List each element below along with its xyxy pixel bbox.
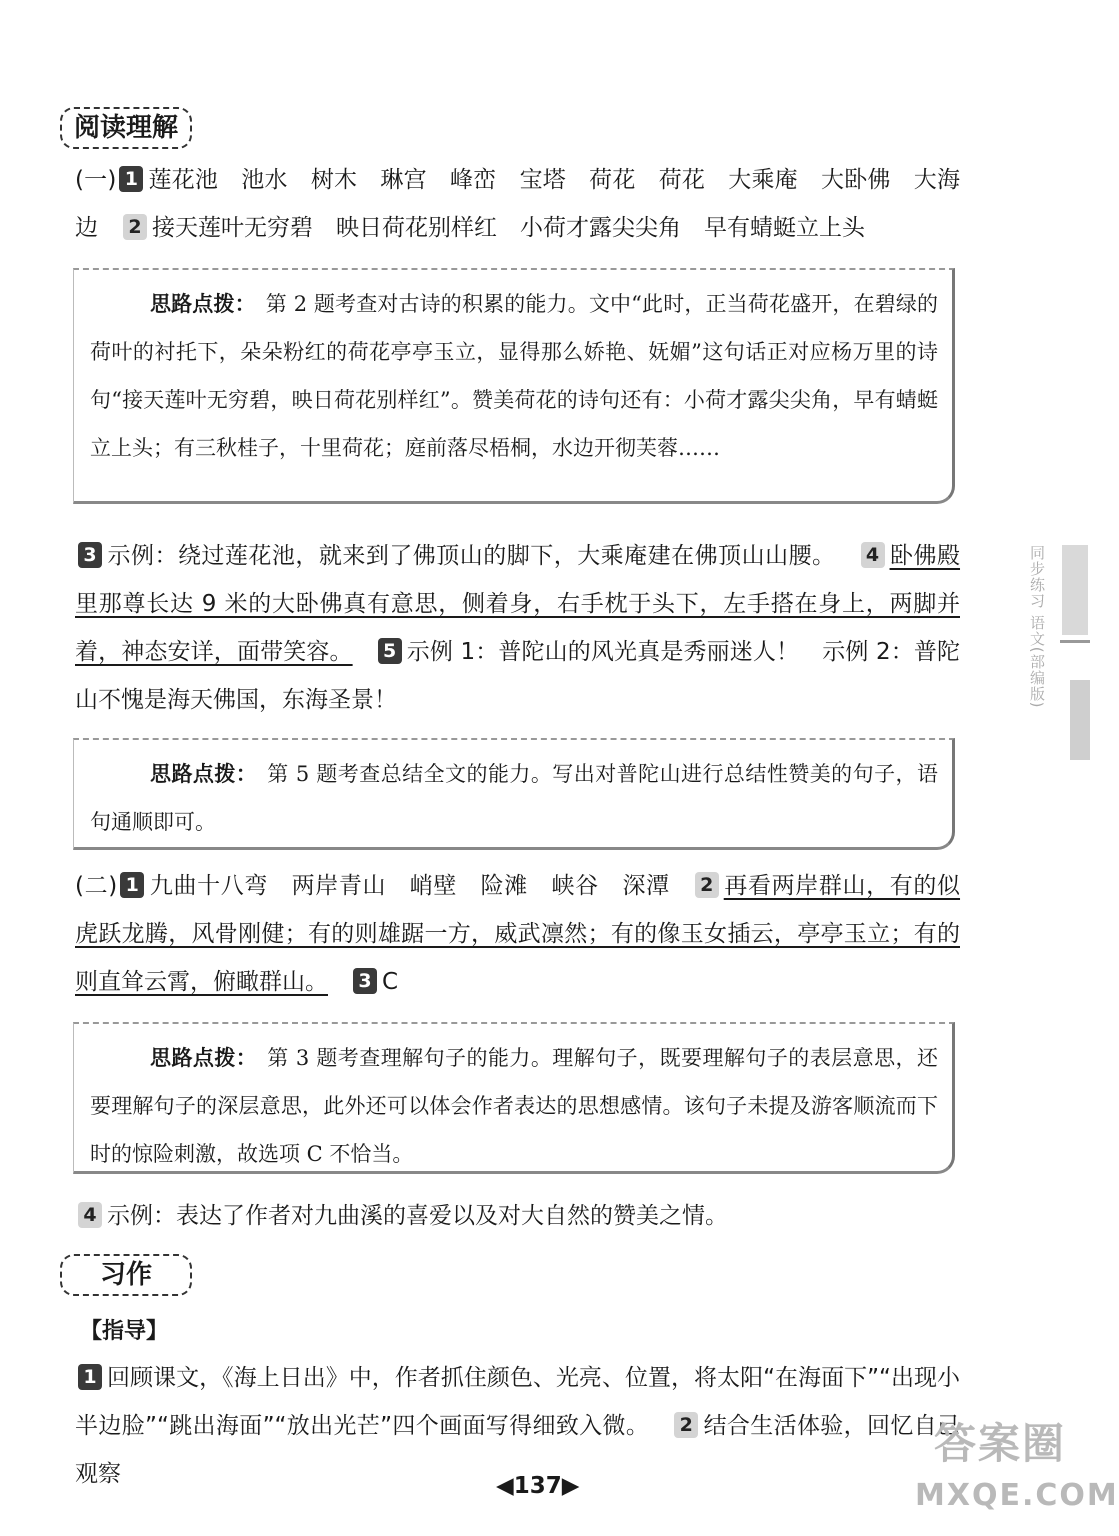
part1-q4-text: 卧佛殿里那尊长达 9 米的大卧佛真有意思，侧着身，右手枕于头下，左手搭在身上，两脚并着，神态安详，面带笑容。	[75, 543, 961, 665]
tip-text: 第 2 题考查对古诗的积累的能力。文中“此时，正当荷花盛开，在碧绿的荷叶的衬托下，朵朵粉红的荷花亭亭玉立，显得那么娇艳、妩媚”这句话正对应杨万里的诗句“接天莲叶无穷碧，映日荷花别样红”。赞美荷花的诗句还有：小荷才露尖尖角，早有蜻蜓立上头；有三秋桂子，十里荷花；庭前落尽梧桐，水边开彻芙蓉……	[90, 292, 938, 460]
part2-q2-text: 再看两岸群山，有的似虎跃龙腾，风骨刚健；有的则雄踞一方，威武凛然；有的像玉女插云，亭亭玉立；有的则直耸云霄，俯瞰群山。	[75, 873, 961, 995]
part1-q1-words: 莲花池 池水 树木 琳宫 峰峦 宝塔 荷花 荷花 大乘庵 大卧佛 大海边	[75, 167, 960, 241]
section-writing-tag: 习作	[60, 1254, 192, 1296]
side-tab-divider	[1060, 640, 1090, 643]
question-number-4: 4	[78, 1202, 102, 1228]
side-tab-label: 同步练习 语文(部编版)	[1028, 545, 1046, 709]
part2-q3-answer: C	[382, 969, 399, 995]
question-number-1: 1	[120, 872, 144, 898]
part1-label: (一)	[75, 167, 117, 193]
part1-answers-3-5	[75, 532, 960, 724]
tip-label: 思路点拨：	[150, 291, 256, 316]
tip-label: 思路点拨：	[150, 1045, 258, 1070]
guide-number-1: 1	[78, 1364, 102, 1390]
part2-q1-words: 九曲十八弯 两岸青山 峭壁 险滩 峡谷 深潭	[149, 873, 670, 899]
part2-answer-4	[75, 1192, 960, 1240]
question-number-3: 3	[78, 542, 102, 568]
writing-g1-text: 回顾课文，《海上日出》中，作者抓住颜色、光亮、位置，将太阳“在海面下”“出现小半边脸”“跳出海面”“放出光芒”四个画面写得细致入微。	[75, 1365, 960, 1439]
question-number-4: 4	[861, 542, 885, 568]
watermark-line-2: MXQE.COM	[915, 1478, 1119, 1513]
guide-label: 【指导】	[80, 1319, 169, 1344]
tip-box-2	[73, 738, 955, 850]
watermark-line-1: 答案圈	[933, 1419, 1066, 1468]
tip-box-3	[73, 1022, 955, 1174]
tip-text: 第 3 题考查理解句子的能力。理解句子，既要理解句子的表层意思，还要理解句子的深层意思，此外还可以体会作者表达的思想感情。该句子未提及游客顺流而下时的惊险刺激，故选项 C 不恰当。	[90, 1046, 938, 1166]
tip-text: 第 5 题考查总结全文的能力。写出对普陀山进行总结性赞美的句子，语句通顺即可。	[90, 762, 938, 834]
question-number-1: 1	[119, 166, 143, 192]
question-number-5: 5	[378, 638, 402, 664]
part1-q2-text: 接天莲叶无穷碧 映日荷花别样红 小荷才露尖尖角 早有蜻蜓立上头	[152, 215, 865, 241]
watermark-logo	[915, 1418, 1119, 1528]
question-number-3: 3	[353, 968, 377, 994]
page-number: ◀137▶	[496, 1473, 580, 1499]
part1-answers-1-2	[75, 156, 960, 252]
side-tab-bar	[1062, 545, 1088, 635]
guide-number-2: 2	[674, 1412, 698, 1438]
part1-q3-text: 示例：绕过莲花池，就来到了佛顶山的脚下，大乘庵建在佛顶山山腰。	[107, 543, 836, 569]
part2-q4-text: 示例：表达了作者对九曲溪的喜爱以及对大自然的赞美之情。	[107, 1203, 728, 1229]
part2-answers-1-3	[75, 862, 960, 1006]
part2-label: (二)	[75, 873, 118, 899]
question-number-2: 2	[695, 872, 719, 898]
section-reading-tag: 阅读理解	[60, 107, 192, 149]
question-number-2: 2	[123, 214, 147, 240]
writing-g2-text: 结合生活体验，回忆自己观察	[75, 1413, 961, 1487]
tip-box-1	[73, 268, 955, 504]
side-tab-bar	[1070, 680, 1090, 760]
tip-label: 思路点拨：	[150, 761, 258, 786]
part1-q5-text: 示例 1：普陀山的风光真是秀丽迷人！ 示例 2：普陀山不愧是海天佛国，东海圣景！	[75, 639, 961, 713]
